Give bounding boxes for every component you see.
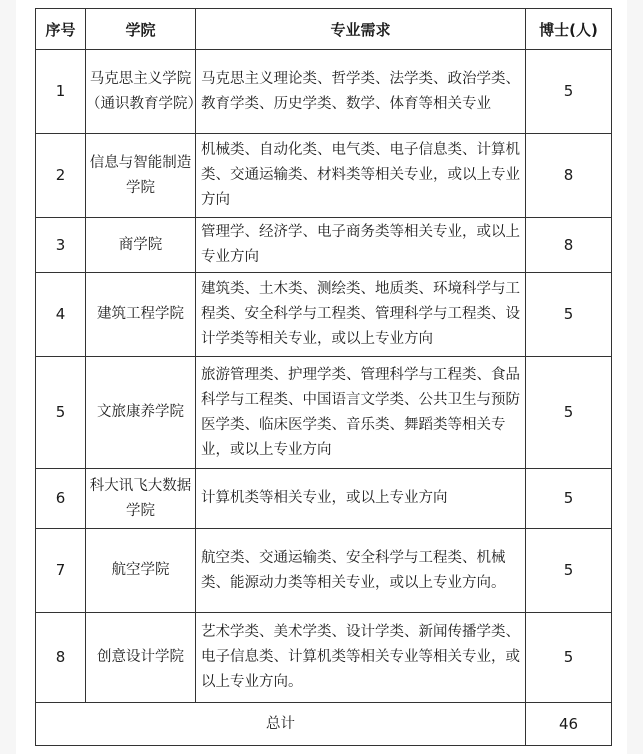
- row-phd: 5: [526, 357, 612, 469]
- row-phd: 8: [526, 218, 612, 273]
- table-row: [36, 613, 612, 703]
- row-college: 建筑工程学院: [86, 273, 196, 357]
- total-value: 46: [526, 703, 612, 746]
- row-index: 8: [36, 613, 86, 703]
- row-major: 机械类、自动化类、电气类、电子信息类、计算机类、交通运输类、材料类等相关专业，或以上专业方向: [196, 134, 526, 218]
- row-major: 艺术学类、美术学类、设计学类、新闻传播学类、电子信息类、计算机类等相关专业等相关专业，或以上专业方向。: [196, 613, 526, 703]
- header-index: 序号: [36, 9, 86, 50]
- table-row: [36, 357, 612, 469]
- row-college: 文旅康养学院: [86, 357, 196, 469]
- row-phd: 5: [526, 50, 612, 134]
- row-major: 旅游管理类、护理学类、管理科学与工程类、食品科学与工程类、中国语言文学类、公共卫生与预防医学类、临床医学类、音乐类、舞蹈类等相关专业，或以上专业方向: [196, 357, 526, 469]
- row-index: 3: [36, 218, 86, 273]
- total-row: [36, 703, 612, 746]
- row-phd: 5: [526, 469, 612, 529]
- table-row: [36, 134, 612, 218]
- row-index: 2: [36, 134, 86, 218]
- row-major: 计算机类等相关专业，或以上专业方向: [196, 469, 526, 529]
- row-index: 5: [36, 357, 86, 469]
- row-phd: 5: [526, 613, 612, 703]
- background-strip-right: [627, 0, 643, 754]
- row-major: 建筑类、土木类、测绘类、地质类、环境科学与工程类、安全科学与工程类、管理科学与工程类、设计学类等相关专业，或以上专业方向: [196, 273, 526, 357]
- row-college: 商学院: [86, 218, 196, 273]
- row-index: 4: [36, 273, 86, 357]
- header-major: 专业需求: [196, 9, 526, 50]
- row-college: 信息与智能制造学院: [86, 134, 196, 218]
- row-college: 航空学院: [86, 529, 196, 613]
- row-college: 科大讯飞大数据学院: [86, 469, 196, 529]
- row-major: 管理学、经济学、电子商务类等相关专业，或以上专业方向: [196, 218, 526, 273]
- header-phd: 博士(人): [526, 9, 612, 50]
- row-phd: 5: [526, 529, 612, 613]
- table-row: [36, 529, 612, 613]
- total-label: 总计: [36, 703, 526, 746]
- table-row: [36, 469, 612, 529]
- row-index: 1: [36, 50, 86, 134]
- table-row: [36, 50, 612, 134]
- row-college: 创意设计学院: [86, 613, 196, 703]
- header-row: [36, 9, 612, 50]
- row-college: 马克思主义学院（通识教育学院）: [86, 50, 196, 134]
- table-row: [36, 218, 612, 273]
- background-strip-left: [0, 0, 16, 754]
- row-phd: 8: [526, 134, 612, 218]
- recruitment-table: [35, 8, 612, 746]
- table-row: [36, 273, 612, 357]
- row-major: 航空类、交通运输类、安全科学与工程类、机械类、能源动力类等相关专业，或以上专业方向。: [196, 529, 526, 613]
- row-index: 7: [36, 529, 86, 613]
- row-phd: 5: [526, 273, 612, 357]
- row-major: 马克思主义理论类、哲学类、法学类、政治学类、教育学类、历史学类、数学、体育等相关专业: [196, 50, 526, 134]
- header-college: 学院: [86, 9, 196, 50]
- row-index: 6: [36, 469, 86, 529]
